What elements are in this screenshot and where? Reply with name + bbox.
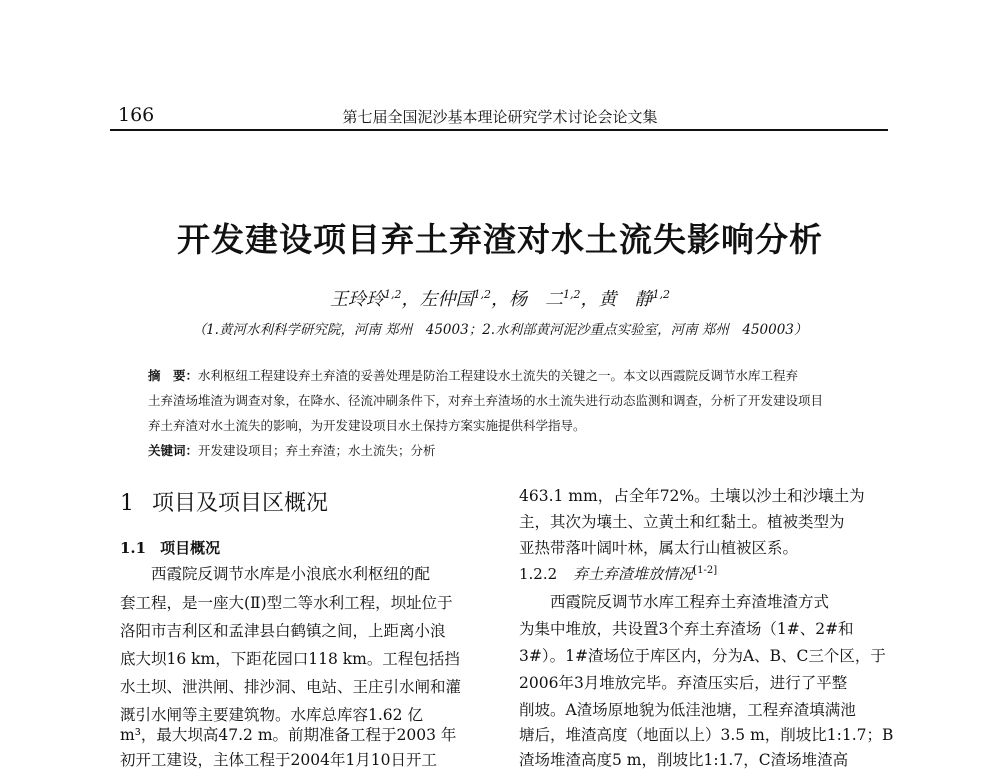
abstract-label: 摘 要： [148,368,199,383]
subsection-title: 项目概况 [160,539,221,557]
running-header: 第七届全国泥沙基本理论研究学术讨论会论文集 [342,108,658,126]
text-line: 西霞院反调节水库是小浪底水利枢纽的配 [120,565,431,583]
keywords-label: 关键词： [148,443,199,458]
author-affiliation-mark: 1,2 [652,288,670,301]
author-name: 杨 二 [509,289,563,310]
text-line: 为集中堆放，共设置3个弃土弃渣场（1#、2#和 [519,620,854,638]
keywords-text: 开发建设项目；弃土弃渣；水土流失；分析 [198,443,436,458]
text-line: 套工程，是一座大(Ⅱ)型二等水利工程，坝址位于 [120,594,453,612]
author-name: 黄 静 [598,289,653,310]
abstract-line: 土弃渣场堆渣为调查对象，在降水、径流冲刷条件下，对弃土弃渣场的水土流失进行动态监测和调查，分析了开发建设项目 [148,393,824,408]
abstract-line: 弃土弃渣对水土流失的影响，为开发建设项目水土保持方案实施提供科学指导。 [148,418,586,433]
abstract-text: 水利枢纽工程建设弃土弃渣的妥善处理是防治工程建设水土流失的关键之一。本文以西霞院反调节水库工程弃 [198,368,799,383]
author-name: 王玲玲 [330,289,384,310]
text-line: 亚热带落叶阔叶林，属太行山植被区系。 [519,539,799,557]
author-name: 左仲国 [419,289,474,310]
author-affiliation-mark: 1,2 [384,288,402,301]
text-line: 渣场堆渣高度5 m，削坡比1:1.7，C渣场堆渣高 [519,751,849,769]
text-line: 西霞院反调节水库工程弃土弃渣堆渣方式 [519,593,830,611]
page-number: 166 [118,104,155,126]
header-rule [110,129,888,131]
paper-title: 开发建设项目弃土弃渣对水土流失影响分析 [177,220,823,259]
text-line: 初开工建设，主体工程于2004年1月10日开工 [120,751,438,769]
keywords-line [148,441,436,459]
subsection-heading [120,537,480,558]
subsection-heading [519,563,889,584]
text-line: 洛阳市吉利区和孟津县白鹤镇之间，上距离小浪 [120,622,446,640]
subsection-number: 1.1 [120,539,147,557]
text-line: 削坡。A渣场原地貌为低洼池塘，工程弃渣填满池 [519,701,856,719]
section-heading [120,486,480,517]
abstract-line [148,366,798,384]
citation: [1-2] [693,565,718,576]
section-title: 项目及项目区概况 [152,491,329,516]
text-line: m³，最大坝高47.2 m。前期准备工程于2003 年 [120,726,457,744]
author-affiliation-mark: 1,2 [473,288,491,301]
text-line: 3#）。1#渣场位于库区内，分为A、B、C三个区，于 [519,647,886,665]
subsection-title: 弃土弃渣堆放情况 [573,565,694,583]
text-line: 水土坝、泄洪闸、排沙洞、电站、王庄引水闸和灌 [120,678,462,696]
author-list [0,285,1000,311]
text-line: 主，其次为壤土、立黄土和红黏土。植被类型为 [519,513,845,531]
subsection-number: 1.2.2 [519,565,558,583]
text-line: 塘后，堆渣高度（地面以上）3.5 m，削坡比1:1.7；B [519,726,894,744]
author-separator: ， [401,289,420,310]
text-line: 463.1 mm，占全年72%。土壤以沙土和沙壤土为 [519,487,865,505]
section-number: 1 [120,491,134,516]
text-line: 底大坝16 km，下距花园口118 km。工程包括挡 [120,650,460,668]
author-separator: ， [491,289,509,310]
author-separator: ， [580,289,599,310]
affiliations: （1.黄河水利科学研究院，河南 郑州 45003；2.水利部黄河泥沙重点实验室，河南 郑州 450003） [192,322,808,338]
text-line: 溉引水闸等主要建筑物。水库总库容1.62 亿 [120,706,423,724]
text-line: 2006年3月堆放完毕。弃渣压实后，进行了平整 [519,674,848,692]
author-affiliation-mark: 1,2 [563,288,581,301]
